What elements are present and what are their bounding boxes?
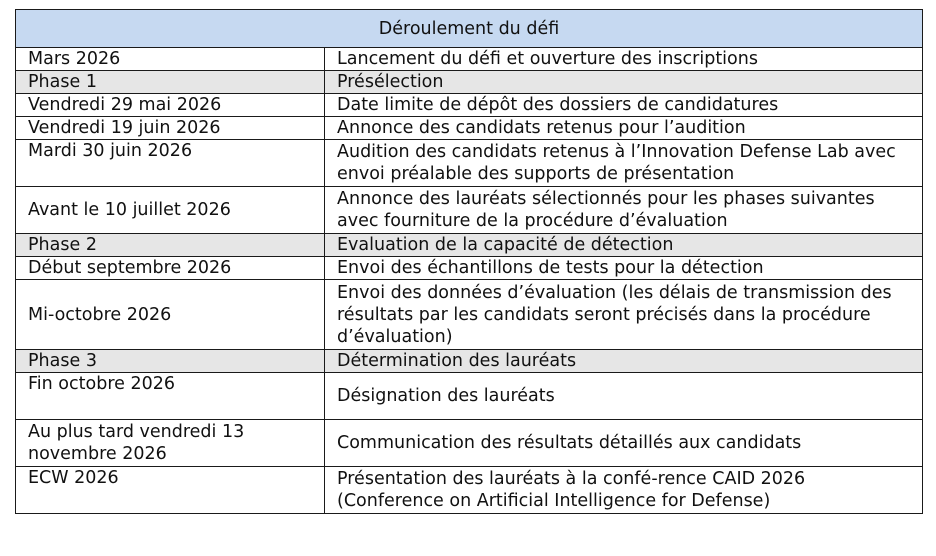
table-row (16, 48, 923, 71)
phase-label: Phase 3 (16, 350, 325, 373)
event-cell: Envoi des échantillons de tests pour la détection (325, 257, 923, 280)
event-cell: Annonce des lauréats sélectionnés pour les phases suivantes avec fourniture de la procédure d’évaluation (325, 187, 923, 234)
table-row (16, 117, 923, 140)
event-cell: Envoi des données d’évaluation (les délais de transmission des résultats par les candidats seront précisés dans la procédure d’évaluation) (325, 280, 923, 350)
event-cell: Date limite de dépôt des dossiers de candidatures (325, 94, 923, 117)
event-cell: Audition des candidats retenus à l’Innovation Defense Lab avec envoi préalable des supports de présentation (325, 140, 923, 187)
date-cell: Vendredi 29 mai 2026 (16, 94, 325, 117)
date-cell: Mars 2026 (16, 48, 325, 71)
phase-title: Evaluation de la capacité de détection (325, 234, 923, 257)
phase-label: Phase 1 (16, 71, 325, 94)
date-cell: Mardi 30 juin 2026 (16, 140, 325, 187)
date-cell: Vendredi 19 juin 2026 (16, 117, 325, 140)
event-cell: Lancement du défi et ouverture des inscriptions (325, 48, 923, 71)
phase-label: Phase 2 (16, 234, 325, 257)
table-row (16, 94, 923, 117)
event-cell: Communication des résultats détaillés aux candidats (325, 420, 923, 467)
event-cell: Présentation des lauréats à la confé-rence CAID 2026 (Conference on Artificial Intelligence for Defense) (325, 467, 923, 514)
table-row (16, 257, 923, 280)
table-row (16, 280, 923, 350)
phase-row (16, 234, 923, 257)
event-cell: Annonce des candidats retenus pour l’audition (325, 117, 923, 140)
phase-row (16, 71, 923, 94)
phase-row (16, 350, 923, 373)
date-cell: Fin octobre 2026 (16, 373, 325, 420)
table-header-row (16, 10, 923, 48)
table-row (16, 373, 923, 420)
date-cell: Avant le 10 juillet 2026 (16, 187, 325, 234)
table-row (16, 187, 923, 234)
phase-title: Détermination des lauréats (325, 350, 923, 373)
event-cell: Désignation des lauréats (325, 373, 923, 420)
date-cell: Mi-octobre 2026 (16, 280, 325, 350)
table-row (16, 140, 923, 187)
date-cell: Début septembre 2026 (16, 257, 325, 280)
date-cell: ECW 2026 (16, 467, 325, 514)
schedule-table (15, 9, 923, 514)
table-row (16, 420, 923, 467)
phase-title: Présélection (325, 71, 923, 94)
date-cell: Au plus tard vendredi 13 novembre 2026 (16, 420, 325, 467)
table-title: Déroulement du défi (16, 10, 923, 48)
table-row (16, 467, 923, 514)
